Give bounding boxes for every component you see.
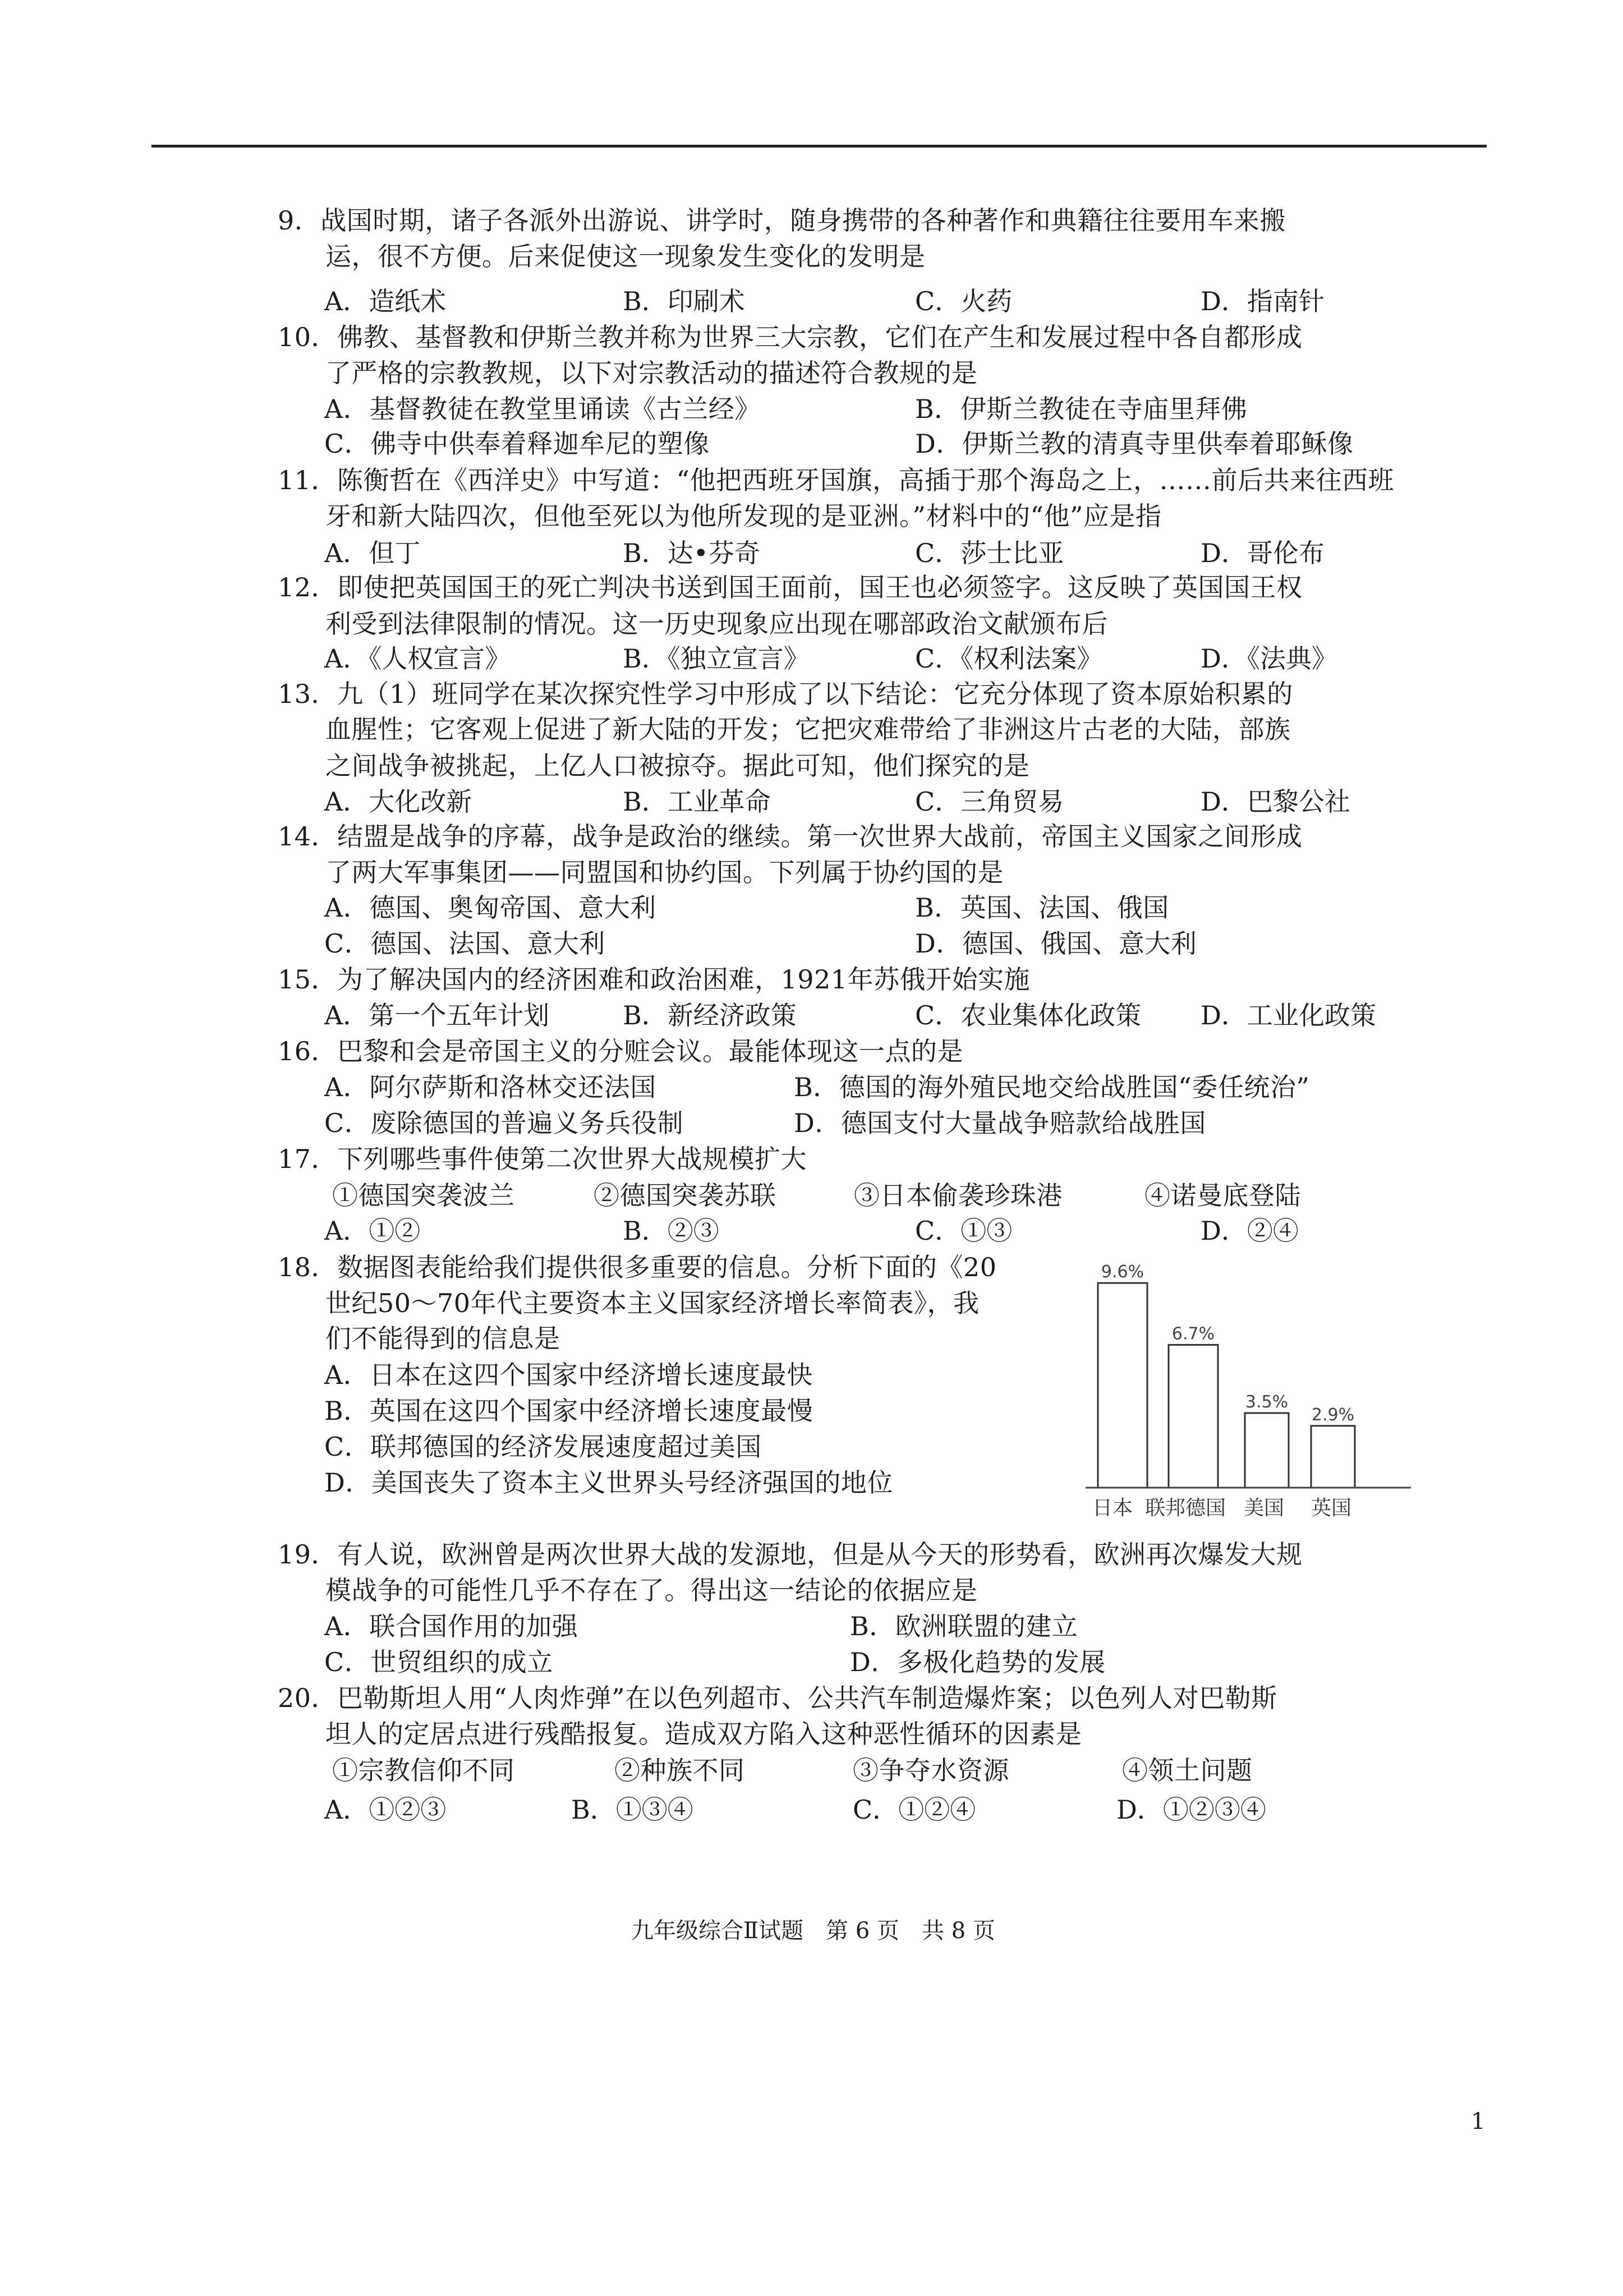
q17-item-3: ③日本偷袭珍珠港 <box>854 1180 1063 1211</box>
q15-option-a[interactable]: A．第一个五年计划 <box>324 1000 550 1030</box>
chart-category-label-4: 英国 <box>1311 1497 1352 1520</box>
q13-stem-line2: 血腥性；它客观上促进了新大陆的开发；它把灾难带给了非洲这片古老的大陆，部族 <box>325 714 1291 744</box>
q14-stem-line2: 了两大军事集团——同盟国和协约国。下列属于协约国的是 <box>325 857 1004 887</box>
q12-stem-line2: 利受到法律限制的情况。这一历史现象应出现在哪部政治文献颁布后 <box>325 609 1108 639</box>
q20-option-b[interactable]: B．①③④ <box>571 1795 693 1825</box>
q19-option-b[interactable]: B．欧洲联盟的建立 <box>850 1611 1078 1641</box>
chart-bar-3 <box>1245 1413 1289 1488</box>
q17-item-2: ②德国突袭苏联 <box>594 1180 776 1211</box>
chart-bar-1 <box>1098 1283 1147 1488</box>
q15-option-b[interactable]: B．新经济政策 <box>623 1000 797 1030</box>
chart-value-label-1: 9.6% <box>1101 1262 1144 1282</box>
q17-option-d[interactable]: D．②④ <box>1201 1216 1299 1246</box>
q9-option-a[interactable]: A．造纸术 <box>324 286 447 316</box>
q20-option-a[interactable]: A．①②③ <box>324 1795 447 1825</box>
q12-option-b[interactable]: B．《独立宣言》 <box>623 643 810 674</box>
growth-rate-bar-chart <box>1086 1251 1411 1529</box>
q13-stem-line1: 13．九（1）班同学在某次探究性学习中形成了以下结论：它充分体现了资本原始积累的 <box>278 679 1293 709</box>
q20-stem-line2: 坦人的定居点进行残酷报复。造成双方陷入这种恶性循环的因素是 <box>325 1719 1082 1749</box>
q16-option-c[interactable]: C．废除德国的普遍义务兵役制 <box>324 1108 684 1138</box>
q18-stem-line2: 世纪50～70年代主要资本主义国家经济增长率简表》，我 <box>325 1288 980 1318</box>
q9-stem-line2: 运，很不方便。后来促使这一现象发生变化的发明是 <box>325 241 926 272</box>
q18-option-d[interactable]: D．美国丧失了资本主义世界头号经济强国的地位 <box>324 1467 893 1498</box>
q13-option-b[interactable]: B．工业革命 <box>623 786 771 817</box>
q13-option-a[interactable]: A．大化改新 <box>324 786 472 817</box>
chart-bar-4 <box>1311 1426 1355 1488</box>
q9-option-c[interactable]: C．火药 <box>915 286 1013 316</box>
q17-option-b[interactable]: B．②③ <box>623 1216 719 1246</box>
q20-item-2: ②种族不同 <box>614 1755 745 1786</box>
q19-option-c[interactable]: C．世贸组织的成立 <box>324 1647 553 1677</box>
q12-stem-line1: 12．即使把英国国王的死亡判决书送到国王面前，国王也必须签字。这反映了英国国王权 <box>278 572 1303 602</box>
q11-option-d[interactable]: D．哥伦布 <box>1201 538 1325 568</box>
q20-option-c[interactable]: C．①②④ <box>853 1795 976 1825</box>
q16-option-d[interactable]: D．德国支付大量战争赔款给战胜国 <box>794 1108 1206 1138</box>
q11-stem-line1: 11．陈衡哲在《西洋史》中写道：“他把西班牙国旗，高插于那个海岛之上，……前后共来往西班 <box>278 465 1395 495</box>
q17-option-c[interactable]: C．①③ <box>915 1216 1013 1246</box>
q16-option-b[interactable]: B．德国的海外殖民地交给战胜国“委任统治” <box>794 1072 1310 1102</box>
q11-option-a[interactable]: A．但丁 <box>324 538 421 568</box>
chart-category-label-3: 美国 <box>1243 1497 1285 1520</box>
q13-option-d[interactable]: D．巴黎公社 <box>1201 786 1350 817</box>
q19-stem-line1: 19．有人说，欧洲曾是两次世界大战的发源地，但是从今天的形势看，欧洲再次爆发大规 <box>278 1539 1303 1570</box>
q14-option-d[interactable]: D．德国、俄国、意大利 <box>915 928 1197 959</box>
q17-item-1: ①德国突袭波兰 <box>332 1180 515 1211</box>
page-footer: 九年级综合Ⅱ试题 第 6 页 共 8 页 <box>631 1918 995 1944</box>
q10-option-d[interactable]: D．伊斯兰教的清真寺里供奉着耶稣像 <box>915 429 1354 459</box>
q18-option-c[interactable]: C．联邦德国的经济发展速度超过美国 <box>324 1432 762 1462</box>
q17-stem-line1: 17．下列哪些事件使第二次世界大战规模扩大 <box>278 1144 807 1174</box>
q11-option-b[interactable]: B．达•芬奇 <box>623 538 760 568</box>
q18-stem-line3: 们不能得到的信息是 <box>325 1323 560 1354</box>
q10-option-c[interactable]: C．佛寺中供奉着释迦牟尼的塑像 <box>324 429 710 459</box>
q16-stem-line1: 16．巴黎和会是帝国主义的分赃会议。最能体现这一点的是 <box>278 1036 964 1066</box>
chart-value-label-3: 3.5% <box>1245 1392 1289 1412</box>
q9-option-d[interactable]: D．指南针 <box>1201 286 1325 316</box>
q19-option-a[interactable]: A．联合国作用的加强 <box>324 1611 578 1641</box>
q12-option-d[interactable]: D．《法典》 <box>1201 643 1337 674</box>
q18-option-b[interactable]: B．英国在这四个国家中经济增长速度最慢 <box>324 1396 813 1426</box>
q20-option-d[interactable]: D．①②③④ <box>1116 1795 1266 1825</box>
q17-option-a[interactable]: A．①② <box>324 1216 421 1246</box>
q10-option-a[interactable]: A．基督教徒在教堂里诵读《古兰经》 <box>324 394 761 424</box>
q11-option-c[interactable]: C．莎士比亚 <box>915 538 1064 568</box>
q15-option-c[interactable]: C．农业集体化政策 <box>915 1000 1142 1030</box>
q19-option-d[interactable]: D．多极化趋势的发展 <box>850 1647 1106 1677</box>
chart-bar-2 <box>1169 1345 1218 1488</box>
q14-stem-line1: 14．结盟是战争的序幕，战争是政治的继续。第一次世界大战前，帝国主义国家之间形成 <box>278 821 1303 852</box>
q15-option-d[interactable]: D．工业化政策 <box>1201 1000 1376 1030</box>
q10-stem-line2: 了严格的宗教教规，以下对宗教活动的描述符合教规的是 <box>325 358 978 388</box>
q13-stem-line3: 之间战争被挑起，上亿人口被掠夺。据此可知，他们探究的是 <box>325 751 1030 781</box>
q19-stem-line2: 模战争的可能性几乎不存在了。得出这一结论的依据应是 <box>325 1575 978 1605</box>
q14-option-b[interactable]: B．英国、法国、俄国 <box>915 892 1169 923</box>
q15-stem-line1: 15．为了解决国内的经济困难和政治困难，1921年苏俄开始实施 <box>278 964 1031 995</box>
q20-item-3: ③争夺水资源 <box>853 1755 1009 1786</box>
q20-item-1: ①宗教信仰不同 <box>332 1755 515 1786</box>
q10-option-b[interactable]: B．伊斯兰教徒在寺庙里拜佛 <box>915 394 1248 424</box>
q10-stem-line1: 10．佛教、基督教和伊斯兰教并称为世界三大宗教，它们在产生和发展过程中各自都形成 <box>278 322 1303 352</box>
q20-item-4: ④领土问题 <box>1122 1755 1253 1786</box>
q16-option-a[interactable]: A．阿尔萨斯和洛林交还法国 <box>324 1072 656 1102</box>
q18-option-a[interactable]: A．日本在这四个国家中经济增长速度最快 <box>324 1360 813 1390</box>
q9-option-b[interactable]: B．印刷术 <box>623 286 745 316</box>
chart-category-label-2: 联邦德国 <box>1144 1497 1226 1520</box>
q17-item-4: ④诺曼底登陆 <box>1144 1180 1301 1211</box>
page-number: 1 <box>1471 2109 1486 2134</box>
q13-option-c[interactable]: C．三角贸易 <box>915 786 1064 817</box>
chart-category-label-1: 日本 <box>1092 1497 1133 1520</box>
chart-value-label-4: 2.9% <box>1311 1405 1355 1425</box>
q12-option-a[interactable]: A．《人权宣言》 <box>324 643 511 674</box>
chart-value-label-2: 6.7% <box>1171 1324 1215 1344</box>
q9-stem-line1: 9．战国时期，诸子各派外出游说、讲学时，随身携带的各种著作和典籍往往要用车来搬 <box>278 205 1286 236</box>
q12-option-c[interactable]: C．《权利法案》 <box>915 643 1103 674</box>
q11-stem-line2: 牙和新大陆四次，但他至死以为他所发现的是亚洲。”材料中的“他”应是指 <box>325 501 1162 531</box>
q14-option-a[interactable]: A．德国、奥匈帝国、意大利 <box>324 892 656 923</box>
q18-stem-line1: 18．数据图表能给我们提供很多重要的信息。分析下面的《20 <box>278 1252 997 1282</box>
q14-option-c[interactable]: C．德国、法国、意大利 <box>324 928 605 959</box>
q20-stem-line1: 20．巴勒斯坦人用“人肉炸弹”在以色列超市、公共汽车制造爆炸案；以色列人对巴勒斯 <box>278 1683 1277 1713</box>
